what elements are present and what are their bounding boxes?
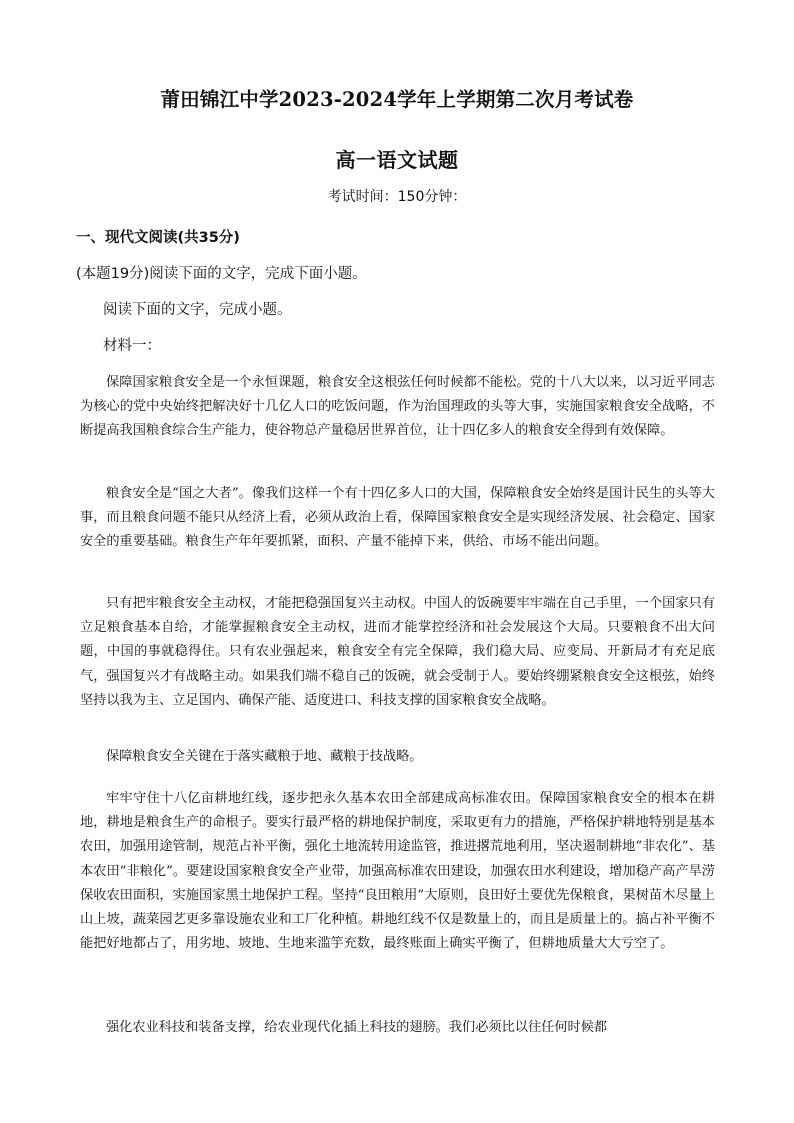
exam-title: 莆田锦江中学2023-2024学年上学期第二次月考试卷 [160, 88, 634, 111]
question-intro: (本题19分)阅读下面的文字，完成下面小题。 [76, 266, 367, 282]
paragraph-6: 强化农业科技和装备支撑，给农业现代化插上科技的翅膀。我们必须比以往任何时候都 [106, 1020, 608, 1035]
section-heading: 一、现代文阅读(共35分) [76, 230, 240, 246]
paragraph-2: 粮食安全是“国之大者”。像我们这样一个有十四亿多人口的大国，保障粮食安全始终是国计民生的头等大事，而且粮食问题不能只从经济上看，必须从政治上看，保障国家粮食安全是实现经济发展、社会稳定、国家安全的重要基础。粮食生产年年要抓紧，面积、产量不能掉下来，供给、市场不能出问题。 [80, 486, 715, 550]
reading-instruction: 阅读下面的文字，完成小题。 [103, 302, 292, 318]
paragraph-4: 保障粮食安全关键在于落实藏粮于地、藏粮于技战略。 [106, 749, 423, 764]
paragraph-1: 保障国家粮食安全是一个永恒课题，粮食安全这根弦任何时候都不能松。党的十八大以来，以习近平同志为核心的党中央始终把解决好十几亿人口的吃饭问题，作为治国理政的头等大事，实施国家粮食安全战略，不断提高我国粮食综合生产能力，使谷物总产量稳居世界首位，让十四亿多人的粮食安全得到有效保障。 [80, 375, 715, 439]
exam-time: 考试时间：150分钟： [327, 189, 467, 205]
exam-subtitle: 高一语文试题 [335, 148, 459, 172]
material-label: 材料一： [103, 338, 161, 354]
paragraph-3: 只有把牢粮食安全主动权，才能把稳强国复兴主动权。中国人的饭碗要牢牢端在自己手里，一个国家只有立足粮食基本自给，才能掌握粮食安全主动权，进而才能掌控经济和社会发展这个大局。只要粮食不出大问题，中国的事就稳得住。只有农业强起来，粮食安全有完全保障，我们稳大局、应变局、开新局才有充足底气，强国复兴才有战略主动。如果我们端不稳自己的饭碗，就会受制于人。要始终绷紧粮食安全这根弦，始终坚持以我为主、立足国内、确保产能、适度进口、科技支撑的国家粮食安全战略。 [80, 596, 715, 708]
paragraph-5: 牢牢守住十八亿亩耕地红线，逐步把永久基本农田全部建成高标准农田。保障国家粮食安全的根本在耕地，耕地是粮食生产的命根子。要实行最严格的耕地保护制度，采取更有力的措施，严格保护耕地特别是基本农田，加强用途管制，规范占补平衡，强化土地流转用途监管，推进撂荒地利用，坚决遏制耕地“非农化”、基本农田“非粮化”。要建设国家粮食安全产业带，加强高标准农田建设，加强农田水利建设，增加稳产高产旱涝保收农田面积，实施国家黑土地保护工程。坚持“良田粮用”大原则，良田好土要优先保粮食，果树苗木尽量上山上坡，蔬菜园艺更多靠设施农业和工厂化种植。耕地红线不仅是数量上的，而且是质量上的。搞占补平衡不能把好地都占了，用劣地、坡地、生地来滥竽充数，最终账面上确实平衡了，但耕地质量大大亏空了。 [80, 791, 715, 952]
